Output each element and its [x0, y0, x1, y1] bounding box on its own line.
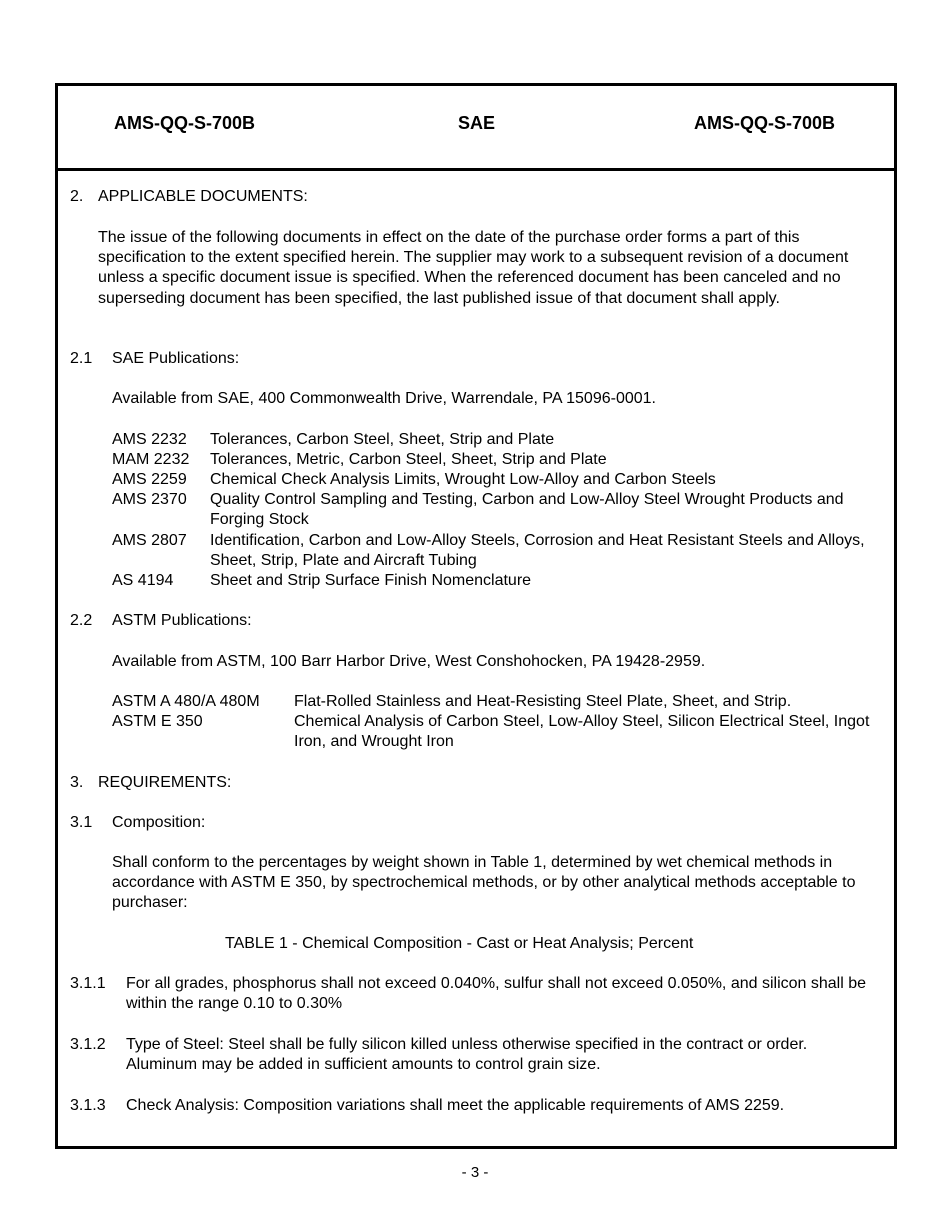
availability-note: Available from SAE, 400 Commonwealth Drive, Warrendale, PA 15096-0001. — [112, 390, 656, 407]
section-number: 3.1 — [70, 814, 93, 831]
table-caption: TABLE 1 - Chemical Composition - Cast or Heat Analysis; Percent — [225, 935, 694, 952]
page-number: - 3 - — [461, 1164, 489, 1181]
section-body: For all grades, phosphorus shall not exceed 0.040%, sulfur shall not exceed 0.050%, and silicon shall be within the range 0.10 to 0.30% — [126, 975, 867, 1013]
section-number: 3.1.3 — [70, 1097, 106, 1114]
reference-code: AMS 2259 — [112, 471, 187, 488]
reference-title: Identification, Carbon and Low-Alloy Steels, Corrosion and Heat Resistant Steels and Alloys, Sheet, Strip, Plate and Aircraft Tubing — [210, 532, 865, 570]
reference-code: AMS 2232 — [112, 431, 187, 448]
reference-title: Chemical Check Analysis Limits, Wrought Low-Alloy and Carbon Steels — [210, 471, 716, 488]
reference-code: AS 4194 — [112, 572, 174, 589]
reference-code: ASTM A 480/A 480M — [112, 693, 260, 710]
reference-title: Quality Control Sampling and Testing, Carbon and Low-Alloy Steel Wrought Products and Forging Stock — [210, 491, 844, 529]
section-title: SAE Publications: — [112, 350, 240, 367]
reference-title: Tolerances, Metric, Carbon Steel, Sheet, Strip and Plate — [210, 451, 607, 468]
section-body: The issue of the following documents in effect on the date of the purchase order forms a part of this specification to the extent specified herein. The supplier may work to a subsequent revision of a document unless a specific document issue is specified. When the referenced document has been canceled and no superseding document has been specified, the last published issue of that document shall apply. — [98, 229, 849, 307]
section-title: Composition: — [112, 814, 206, 831]
section-number: 2. — [70, 188, 84, 205]
reference-title: Sheet and Strip Surface Finish Nomenclature — [210, 572, 532, 589]
section-body: Type of Steel: Steel shall be fully silicon killed unless otherwise specified in the contract or order. Aluminum may be added in sufficient amounts to control grain size. — [126, 1036, 808, 1074]
reference-code: AMS 2370 — [112, 491, 187, 508]
page-header — [58, 86, 894, 171]
reference-title: Tolerances, Carbon Steel, Sheet, Strip and Plate — [210, 431, 555, 448]
section-number: 3.1.1 — [70, 975, 106, 992]
reference-code: ASTM E 350 — [112, 713, 203, 730]
section-number: 3.1.2 — [70, 1036, 106, 1053]
reference-title: Flat-Rolled Stainless and Heat-Resisting Steel Plate, Sheet, and Strip. — [294, 693, 792, 710]
reference-code: MAM 2232 — [112, 451, 190, 468]
section-number: 2.1 — [70, 350, 93, 367]
section-title: ASTM Publications: — [112, 612, 252, 629]
org-name: SAE — [458, 113, 496, 133]
doc-id-left: AMS-QQ-S-700B — [114, 113, 256, 133]
section-body: Check Analysis: Composition variations shall meet the applicable requirements of AMS 2259. — [126, 1097, 785, 1114]
availability-note: Available from ASTM, 100 Barr Harbor Drive, West Conshohocken, PA 19428-2959. — [112, 653, 706, 670]
section-number: 2.2 — [70, 612, 93, 629]
section-title: REQUIREMENTS: — [98, 774, 232, 791]
section-number: 3. — [70, 774, 84, 791]
section-body: Shall conform to the percentages by weight shown in Table 1, determined by wet chemical methods in accordance with ASTM E 350, by spectrochemical methods, or by other analytical methods acceptable to purchaser: — [112, 854, 856, 912]
section-title: APPLICABLE DOCUMENTS: — [98, 188, 308, 205]
reference-title: Chemical Analysis of Carbon Steel, Low-Alloy Steel, Silicon Electrical Steel, Ingot Iron, and Wrought Iron — [294, 713, 870, 751]
doc-id-right: AMS-QQ-S-700B — [694, 113, 836, 133]
reference-code: AMS 2807 — [112, 532, 187, 549]
